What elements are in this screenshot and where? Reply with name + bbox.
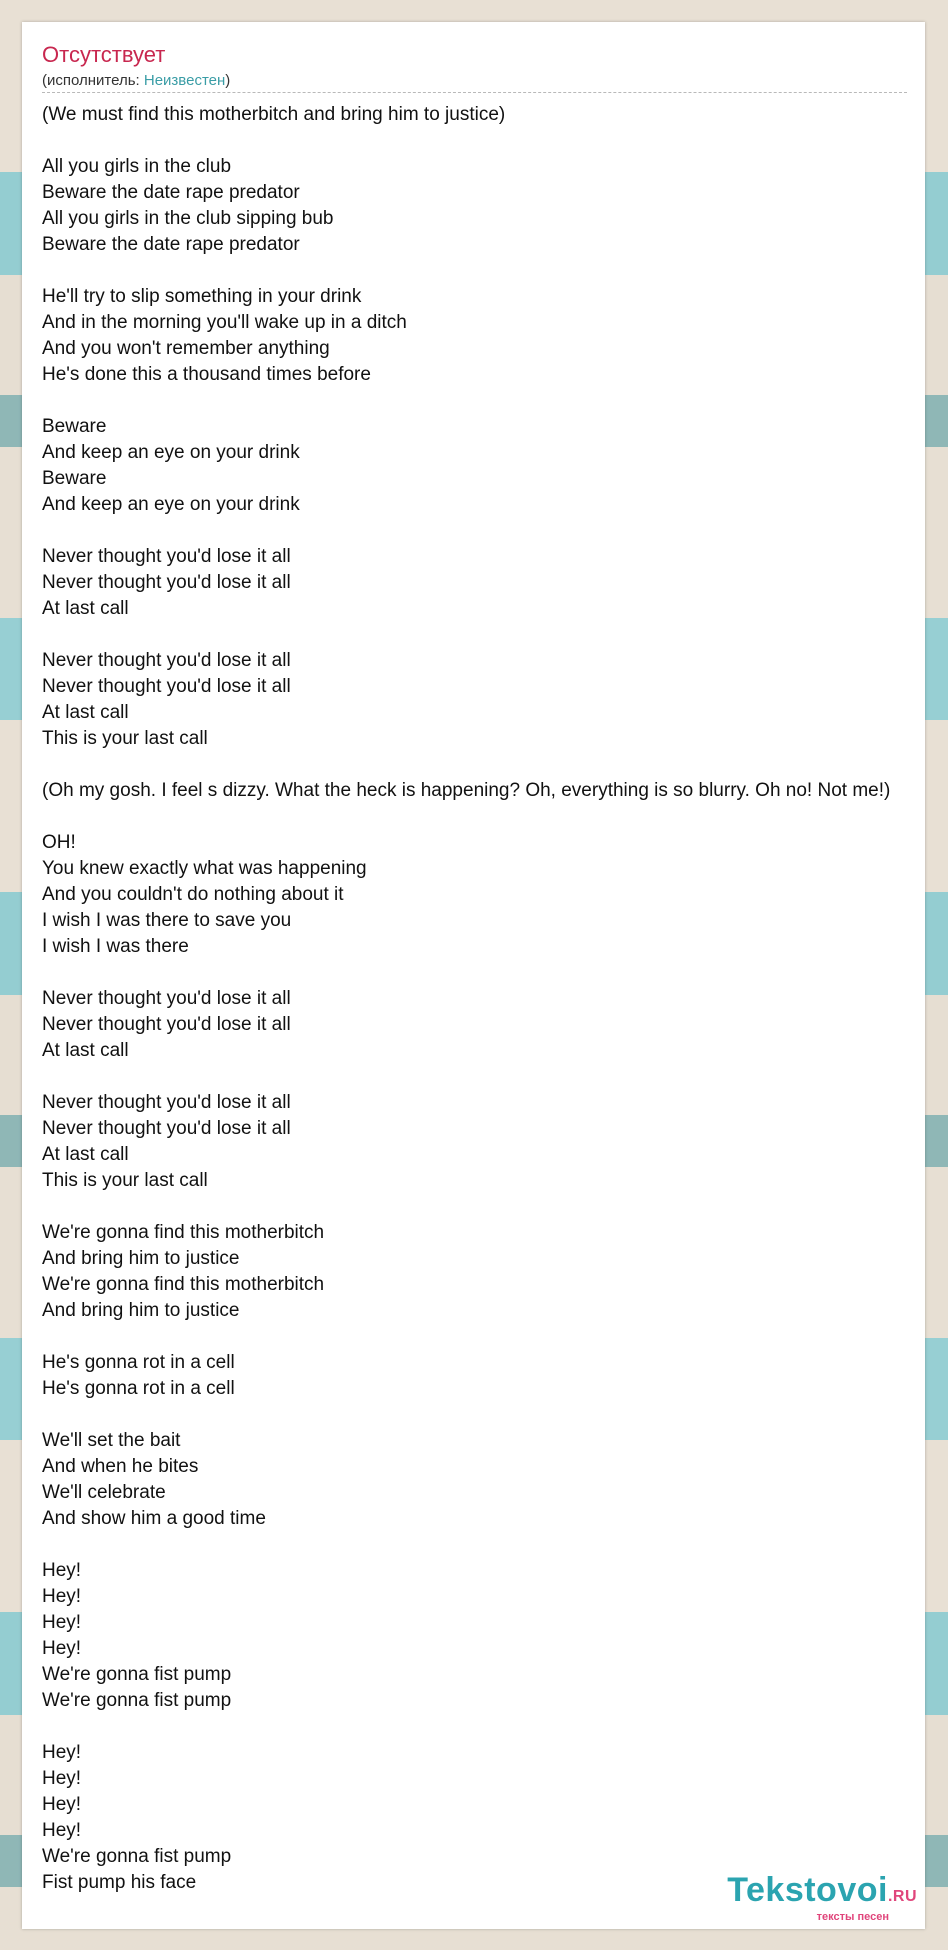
artist-prefix: (исполнитель: [42,72,144,89]
lyrics-card [22,22,925,1929]
song-title: Отсутствует [42,42,166,67]
title-divider [42,92,907,93]
logo-tagline: тексты песен [816,1911,889,1923]
logo-name: Tekstovoi [727,1871,888,1909]
site-logo [727,1872,917,1923]
lyrics-text: (We must find this motherbitch and bring him to justice) All you girls in the club Beware the date rape predator All you girls in the club sipping bub Beware the date rape predator He'll try to slip something in your drink And in the morning you'll wake up in a ditch And you won't remember anything He's done this a thousand times before Beware And keep an eye on your drink Beware And keep an eye on your drink Never thought you'd lose it all Never thought you'd lose it all At last call Never thought you'd lose it all Never thought you'd lose it all At last call This is your last call (Oh my gosh. I feel s dizzy. What the heck is happening? Oh, everything is so blurry. Oh no! Not me!) OH! You knew exactly what was happening And you couldn't do nothing about it I wish I was there to save you I wish I was there Never thought you'd lose it all Never thought you'd lose it all At last call Never thought you'd lose it all Never thought you'd lose it all At last call This is your last call We're gonna find this motherbitch And bring him to justice We're gonna find this motherbitch And bring him to justice He's gonna rot in a cell He's gonna rot in a cell We'll set the bait And when he bites We'll celebrate And show him a good time Hey! Hey! Hey! Hey! We're gonna fist pump We're gonna fist pump Hey! Hey! Hey! Hey! We're gonna fist pump Fist pump his face [42,104,891,1893]
artist-suffix: ) [225,72,231,89]
artist-link[interactable]: Неизвестен [143,72,226,89]
logo-wordmark [727,1872,917,1915]
artist-line [42,72,230,90]
logo-suffix: .RU [887,1888,917,1905]
